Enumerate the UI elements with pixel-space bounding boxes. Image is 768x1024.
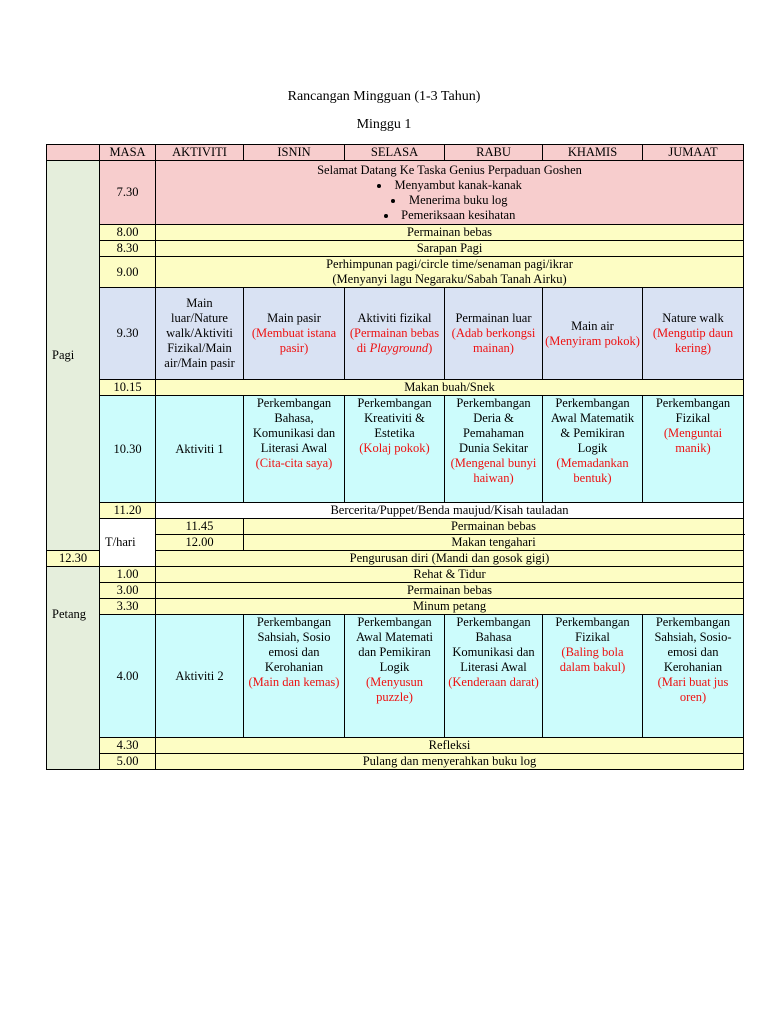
assembly-cell	[156, 257, 744, 288]
time-cell: 9.30	[100, 288, 156, 380]
header-selasa: SELASA	[345, 145, 445, 161]
activity-note: (Mengenal bunyi haiwan)	[450, 456, 537, 485]
activity-note: (Baling bola dalam bakul)	[559, 645, 626, 674]
selasa-cell	[345, 288, 445, 380]
table-row	[47, 161, 744, 225]
time-cell: 3.30	[100, 599, 156, 615]
isnin-cell	[244, 396, 345, 503]
time-cell: 12.00	[156, 535, 244, 551]
activity-span-cell: Pulang dan menyerahkan buku log	[156, 754, 744, 770]
page-title: Rancangan Mingguan (1-3 Tahun)	[287, 89, 481, 104]
jumaat-cell	[643, 396, 744, 503]
activity-note: (Menyiram pokok)	[545, 333, 640, 348]
activity-span-cell: Permainan bebas	[156, 583, 744, 599]
activity-span-cell: Permainan bebas	[156, 225, 744, 241]
header-row	[47, 145, 744, 161]
time-cell: 3.00	[100, 583, 156, 599]
activity-title: Perkembangan Awal Matematik & Pemikiran Logik	[550, 396, 635, 455]
activity-title: Perkembangan Sahsiah, Sosio emosi dan Kerohanian	[256, 615, 332, 674]
activity-note: (Menyusun puzzle)	[366, 675, 423, 704]
activity-title: Perkembangan Bahasa Komunikasi dan Literasi Awal	[452, 615, 535, 674]
activity-cell: Main luar/Nature walk/Aktiviti Fizikal/Main air/Main pasir	[156, 288, 244, 380]
time-cell: 10.30	[100, 396, 156, 503]
header-session-cell	[47, 145, 100, 161]
activity-title: Main pasir	[267, 311, 321, 325]
note-italic: Playground	[369, 341, 429, 355]
time-cell: 9.00	[100, 257, 156, 288]
activity-title: Nature walk	[662, 311, 724, 325]
activity-cell: Aktiviti 2	[156, 615, 244, 738]
table-row	[47, 380, 744, 396]
activity-span-cell: Rehat & Tidur	[156, 567, 744, 583]
note-part: (Permainan bebas di	[349, 326, 440, 355]
table-row	[47, 241, 744, 257]
activity-note: (Kenderaan darat)	[448, 675, 539, 689]
table-row	[47, 567, 744, 583]
activity-note: (Kolaj pokok)	[359, 441, 430, 455]
rabu-cell	[445, 288, 543, 380]
rabu-cell	[445, 615, 543, 738]
activity-title: Perkembangan Fizikal	[655, 396, 731, 425]
isnin-cell	[244, 615, 345, 738]
table-row	[47, 288, 744, 380]
activity-note: (Mengutip daun kering)	[652, 326, 734, 355]
time-cell: 4.30	[100, 738, 156, 754]
selasa-cell	[345, 615, 445, 738]
session-thari: T/hari	[100, 519, 156, 567]
activity-title: Perkembangan Kreativiti & Estetika	[357, 396, 432, 440]
welcome-heading: Selamat Datang Ke Taska Genius Perpaduan Goshen	[317, 162, 582, 177]
activity-note: (Membuat istana pasir)	[251, 326, 337, 355]
table-row	[47, 257, 744, 288]
welcome-list	[158, 178, 741, 223]
assembly-line: Perhimpunan pagi/circle time/senaman pagi/ikrar	[326, 257, 573, 271]
table-row	[47, 225, 744, 241]
table-row	[47, 503, 744, 519]
time-cell: 8.30	[100, 241, 156, 257]
activity-title: Aktiviti fizikal	[357, 311, 432, 325]
table-row	[47, 599, 744, 615]
khamis-cell	[543, 288, 643, 380]
time-cell: 7.30	[100, 161, 156, 225]
activity-span-cell: Sarapan Pagi	[156, 241, 744, 257]
activity-span-cell: Pengurusan diri (Mandi dan gosok gigi)	[156, 551, 744, 567]
session-pagi: Pagi	[47, 161, 100, 551]
activity-note	[347, 326, 442, 356]
selasa-cell	[345, 396, 445, 503]
activity-note: (Memadankan bentuk)	[556, 456, 629, 485]
list-item: • Menyambut kanak-kanak	[158, 178, 741, 193]
header-masa: MASA	[100, 145, 156, 161]
header-isnin: ISNIN	[244, 145, 345, 161]
table-row	[47, 519, 744, 535]
activity-span-cell: Makan buah/Snek	[156, 380, 744, 396]
activity-span-cell: Minum petang	[156, 599, 744, 615]
time-cell: 8.00	[100, 225, 156, 241]
header-jumaat: JUMAAT	[643, 145, 744, 161]
activity-title: Main air	[571, 318, 614, 333]
activity-span-cell: Bercerita/Puppet/Benda maujud/Kisah tauladan	[156, 503, 744, 519]
khamis-cell	[543, 396, 643, 503]
activity-note: (Cita-cita saya)	[255, 456, 333, 470]
list-item: • Menerima buku log	[158, 193, 741, 208]
time-cell: 1.00	[100, 567, 156, 583]
weekly-plan-table	[46, 144, 744, 770]
activity-span-cell: Makan tengahari	[244, 535, 744, 551]
header-aktiviti: AKTIVITI	[156, 145, 244, 161]
activity-title: Perkembangan Awal Matemati dan Pemikiran Logik	[356, 615, 433, 674]
khamis-cell	[543, 615, 643, 738]
assembly-note: (Menyanyi lagu Negaraku/Sabah Tanah Airku)	[332, 272, 567, 286]
table-row	[47, 738, 744, 754]
session-petang	[47, 567, 100, 770]
activity-title: Perkembangan Sahsiah, Sosio-emosi dan Kerohanian	[654, 615, 732, 674]
jumaat-cell	[643, 615, 744, 738]
activity-span-cell: Refleksi	[156, 738, 744, 754]
activity-cell: Aktiviti 1	[156, 396, 244, 503]
activity-title: Perkembangan Deria & Pemahaman Dunia Sekitar	[456, 396, 531, 455]
header-khamis: KHAMIS	[543, 145, 643, 161]
activity-note: (Adab berkongsi mainan)	[451, 326, 536, 355]
welcome-cell	[156, 161, 744, 225]
time-cell: 11.45	[156, 519, 244, 535]
header-rabu: RABU	[445, 145, 543, 161]
table-row	[47, 754, 744, 770]
table-row	[47, 583, 744, 599]
activity-title: Perkembangan Bahasa, Komunikasi dan Literasi Awal	[252, 396, 336, 455]
time-cell: 12.30	[47, 551, 100, 567]
time-cell: 10.15	[100, 380, 156, 396]
session-petang-label: Petang	[52, 607, 87, 621]
time-cell: 4.00	[100, 615, 156, 738]
activity-note: (Menguntai manik)	[663, 426, 723, 455]
table-row	[47, 615, 744, 738]
table-row	[47, 396, 744, 503]
time-cell: 11.20	[100, 503, 156, 519]
activity-note: (Mari buat jus oren)	[657, 675, 729, 704]
activity-note: (Main dan kemas)	[248, 675, 340, 689]
rabu-cell	[445, 396, 543, 503]
activity-span-cell: Permainan bebas	[244, 519, 744, 535]
jumaat-cell	[643, 288, 744, 380]
activity-title: Permainan luar	[455, 311, 532, 325]
week-label: Minggu 1	[356, 117, 412, 132]
isnin-cell	[244, 288, 345, 380]
activity-title: Perkembangan Fizikal	[555, 615, 630, 644]
time-cell: 5.00	[100, 754, 156, 770]
list-item: • Pemeriksaan kesihatan	[158, 208, 741, 223]
note-part: )	[428, 341, 433, 355]
